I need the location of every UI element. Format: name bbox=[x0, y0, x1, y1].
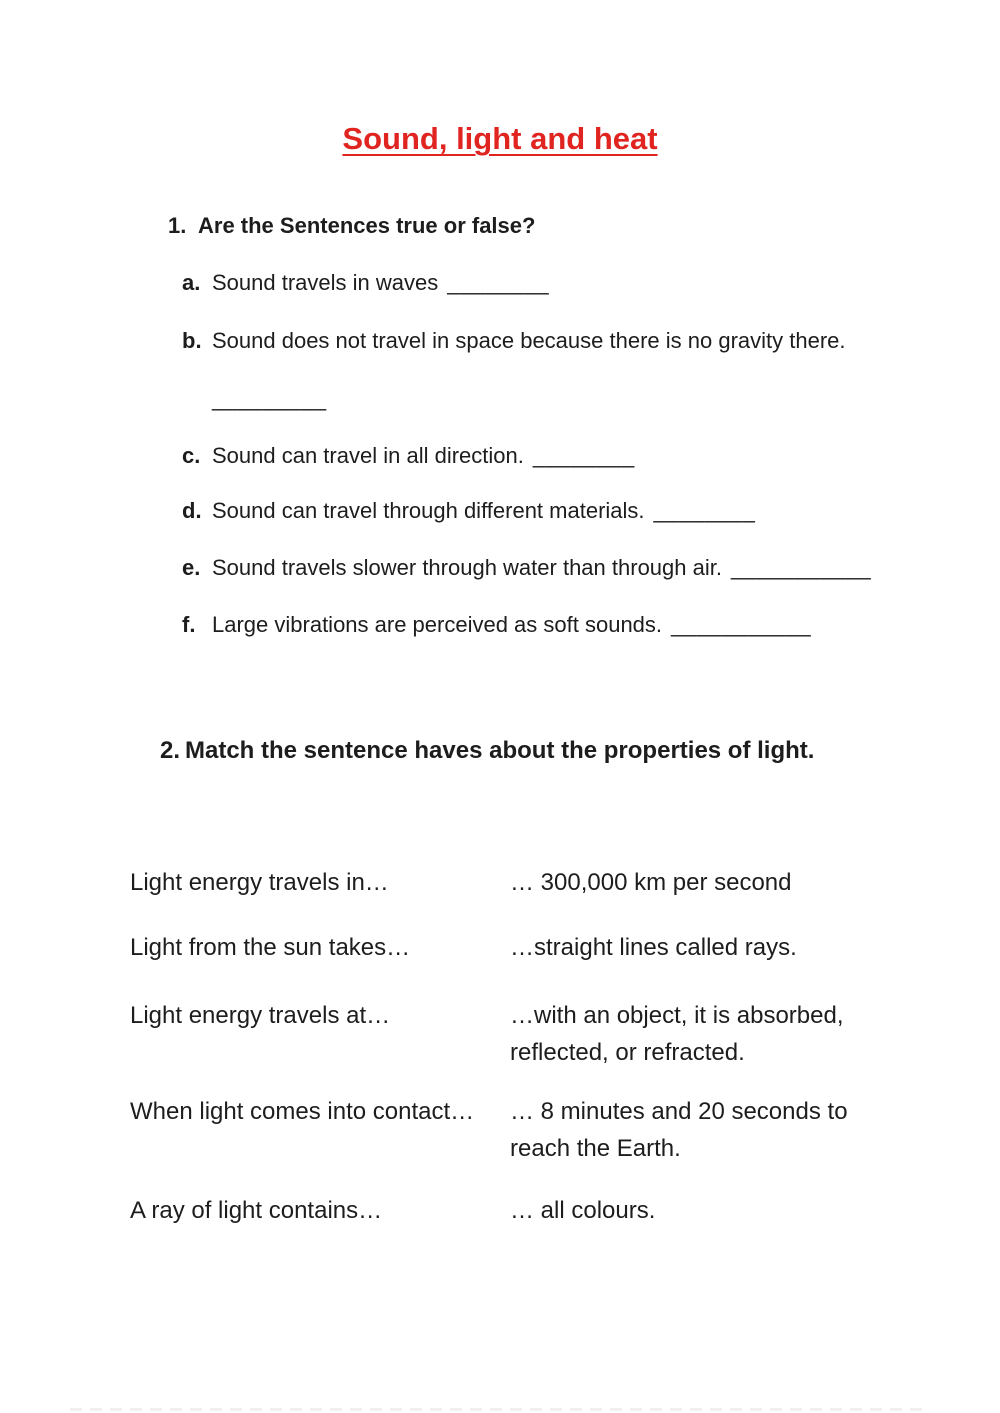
question-item-b bbox=[182, 328, 846, 354]
section2-heading bbox=[160, 736, 814, 766]
item-letter: b. bbox=[182, 328, 202, 353]
question-item-c bbox=[182, 443, 635, 469]
item-text: Sound can travel through different materials. bbox=[212, 498, 645, 523]
section1-heading bbox=[168, 212, 535, 240]
section2-heading-text: Match the sentence haves about the properties of light. bbox=[185, 737, 815, 764]
item-text: Sound can travel in all direction. bbox=[212, 443, 524, 468]
match-left-2[interactable]: Light from the sun takes… bbox=[130, 934, 411, 961]
item-text: Sound travels slower through water than through air. bbox=[212, 555, 722, 580]
match-left-4[interactable]: When light comes into contact… bbox=[130, 1098, 475, 1125]
question-item-d bbox=[182, 498, 755, 524]
item-letter: f. bbox=[182, 612, 196, 637]
item-text: Sound travels in waves bbox=[212, 270, 439, 295]
answer-blank-e[interactable]: ___________ bbox=[730, 555, 872, 580]
match-left-1[interactable]: Light energy travels in… bbox=[130, 869, 389, 896]
match-right-3[interactable]: …with an object, it is absorbed, reflected, or refracted. bbox=[510, 1002, 844, 1066]
item-letter: c. bbox=[182, 443, 201, 468]
answer-blank-c[interactable]: ________ bbox=[532, 443, 635, 468]
item-letter: a. bbox=[182, 270, 201, 295]
answer-blank-a[interactable]: ________ bbox=[447, 270, 550, 295]
section1-heading-text: Are the Sentences true or false? bbox=[198, 213, 536, 238]
match-left-5[interactable]: A ray of light contains… bbox=[130, 1197, 383, 1224]
match-right-2[interactable]: …straight lines called rays. bbox=[510, 934, 797, 961]
match-right-1[interactable]: … 300,000 km per second bbox=[510, 869, 792, 896]
match-left-3[interactable]: Light energy travels at… bbox=[130, 1002, 391, 1029]
answer-blank-f[interactable]: ___________ bbox=[671, 612, 812, 637]
page-title bbox=[0, 120, 1000, 158]
answer-blank-d[interactable]: ________ bbox=[653, 498, 756, 523]
question-item-e bbox=[182, 555, 871, 581]
item-text: Sound does not travel in space because there is no gravity there. bbox=[212, 328, 846, 353]
page-title-text: Sound, light and heat bbox=[342, 121, 658, 156]
section2-number: 2. bbox=[160, 737, 181, 764]
question-item-f bbox=[182, 612, 811, 638]
question-item-a bbox=[182, 270, 549, 296]
match-right-5[interactable]: … all colours. bbox=[510, 1197, 656, 1224]
item-letter: e. bbox=[182, 555, 201, 580]
section1-number: 1. bbox=[168, 213, 187, 238]
cutoff-text-artifact bbox=[70, 1408, 930, 1411]
item-letter: d. bbox=[182, 498, 202, 523]
match-right-4[interactable]: … 8 minutes and 20 seconds to reach the Earth. bbox=[510, 1098, 848, 1162]
item-text: Large vibrations are perceived as soft sounds. bbox=[212, 612, 663, 637]
answer-blank-b[interactable]: _________ bbox=[212, 386, 327, 411]
